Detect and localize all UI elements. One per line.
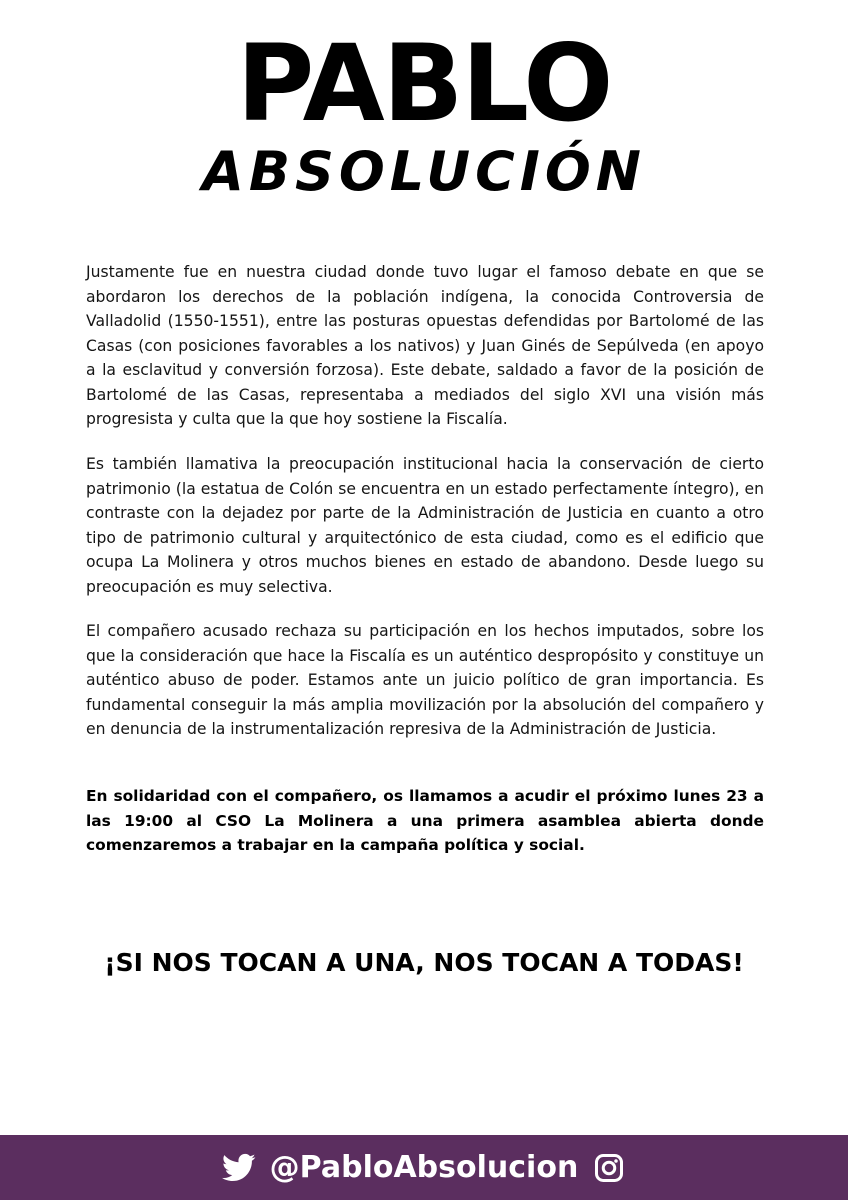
paragraph-patrimonio: Es también llamativa la preocupación institucional hacia la conservación de cierto patrimonio (la estatua de Colón se encuentra en un estado perfectamente íntegro), en contraste con la dejadez por parte de la Administración de Justicia en cuanto a otro tipo de patrimonio cultural y arquitectónico de esta ciudad, como es el edificio que ocupa La Molinera y otros muchos bienes en estado de abandono. Desde luego su preocupación es muy selectiva. bbox=[86, 455, 764, 596]
instagram-icon[interactable] bbox=[592, 1151, 626, 1185]
page-title: PABLO bbox=[236, 22, 612, 145]
twitter-icon[interactable] bbox=[222, 1151, 256, 1185]
social-handle[interactable]: @PabloAbsolucion bbox=[269, 1149, 579, 1185]
slogan: ¡SI NOS TOCAN A UNA, NOS TOCAN A TODAS! bbox=[104, 948, 744, 977]
page-subtitle: ABSOLUCIÓN bbox=[202, 140, 646, 203]
call-to-action: En solidaridad con el compañero, os llamamos a acudir el próximo lunes 23 a las 19:00 al CSO La Molinera a una primera asamblea abierta donde comenzaremos a trabajar en la campaña política y social. bbox=[86, 787, 764, 854]
footer-bar bbox=[0, 1135, 848, 1200]
paragraph-controversia: Justamente fue en nuestra ciudad donde tuvo lugar el famoso debate en que se abordaron los derechos de la población indígena, la conocida Controversia de Valladolid (1550-1551), entre las posturas opuestas defendidas por Bartolomé de las Casas (con posiciones favorables a los nativos) y Juan Ginés de Sepúlveda (en apoyo a la esclavitud y conversión forzosa). Este debate, saldado a favor de la posición de Bartolomé de las Casas, representaba a mediados del siglo XVI una visión más progresista y culta que la que hoy sostiene la Fiscalía. bbox=[86, 263, 764, 428]
paragraph-acusado: El compañero acusado rechaza su participación en los hechos imputados, sobre los que la consideración que hace la Fiscalía es un auténtico despropósito y constituye un auténtico abuso de poder. Estamos ante un juicio político de gran importancia. Es fundamental conseguir la más amplia movilización por la absolución del compañero y en denuncia de la instrumentalización represiva de la Administración de Justicia. bbox=[86, 622, 764, 738]
